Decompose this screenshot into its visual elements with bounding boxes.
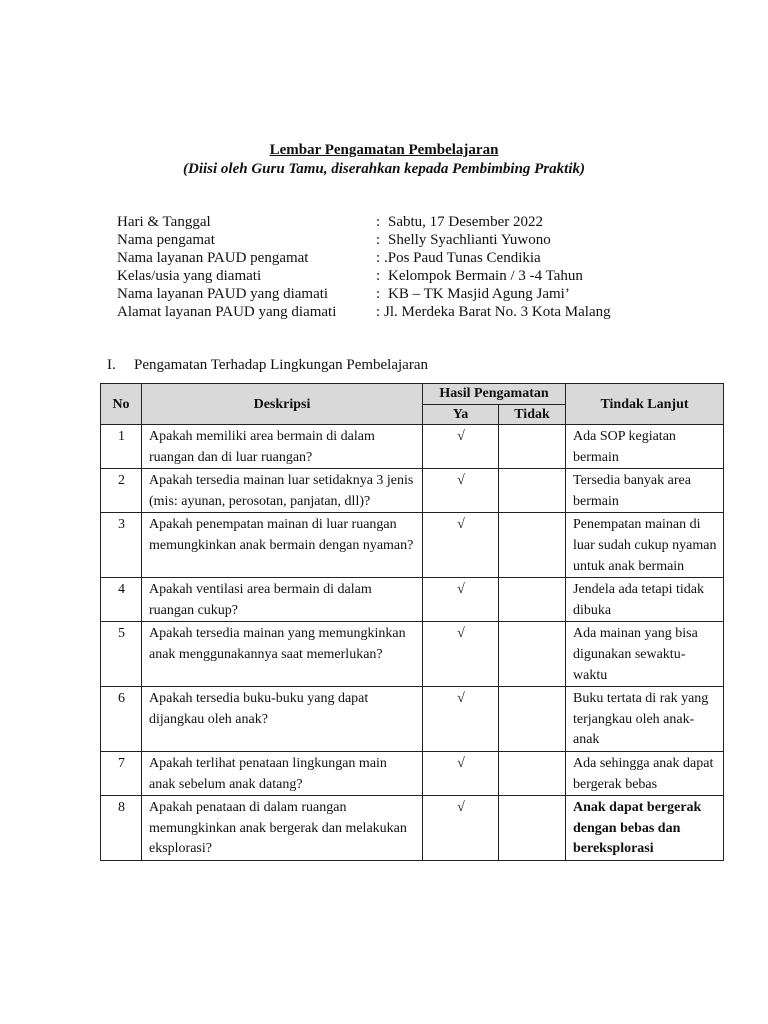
- row-number: 2: [101, 469, 142, 513]
- document-subtitle: (Diisi oleh Guru Tamu, diserahkan kepada Pembimbing Praktik): [183, 161, 585, 177]
- row-tindak-lanjut: Ada mainan yang bisa digunakan sewaktu-waktu: [566, 622, 724, 687]
- row-tindak-lanjut: Ada SOP kegiatan bermain: [566, 425, 724, 469]
- row-number: 6: [101, 687, 142, 752]
- info-label: Nama layanan PAUD yang diamati: [117, 286, 329, 302]
- check-ya: √: [423, 796, 499, 861]
- info-row-date: [117, 213, 611, 231]
- info-separator: :: [376, 304, 381, 320]
- header-no: No: [101, 384, 142, 425]
- row-tindak-lanjut: Tersedia banyak area bermain: [566, 469, 724, 513]
- observation-table: [100, 383, 724, 861]
- table-row: [101, 687, 724, 752]
- row-description: Apakah tersedia mainan yang memungkinkan anak menggunakannya saat memerlukan?: [142, 622, 423, 687]
- info-label: Kelas/usia yang diamati: [117, 268, 262, 284]
- info-label: Alamat layanan PAUD yang diamati: [117, 304, 337, 320]
- info-row-address: [117, 303, 611, 321]
- info-separator: :: [376, 268, 381, 284]
- row-tindak-lanjut: Ada sehingga anak dapat bergerak bebas: [566, 751, 724, 795]
- info-value: .Pos Paud Tunas Cendikia: [384, 250, 541, 266]
- header-ya: Ya: [423, 404, 499, 425]
- check-ya: √: [423, 578, 499, 622]
- check-tidak: [499, 469, 566, 513]
- info-row-observed-service: [117, 285, 611, 303]
- table-row: [101, 578, 724, 622]
- info-separator: :: [376, 250, 381, 266]
- table-row: [101, 425, 724, 469]
- info-value: Jl. Merdeka Barat No. 3 Kota Malang: [384, 304, 611, 320]
- info-row-observer: [117, 231, 611, 249]
- row-number: 1: [101, 425, 142, 469]
- check-tidak: [499, 687, 566, 752]
- row-description: Apakah tersedia mainan luar setidaknya 3 jenis (mis: ayunan, perosotan, panjatan, dll)?: [142, 469, 423, 513]
- table-row: [101, 622, 724, 687]
- info-row-observer-service: [117, 249, 611, 267]
- check-tidak: [499, 425, 566, 469]
- info-label: Nama pengamat: [117, 232, 215, 248]
- check-ya: √: [423, 469, 499, 513]
- row-tindak-lanjut: Penempatan mainan di luar sudah cukup nyaman untuk anak bermain: [566, 513, 724, 578]
- document-title: Lembar Pengamatan Pembelajaran: [269, 142, 499, 158]
- info-value: Shelly Syachlianti Yuwono: [388, 232, 551, 248]
- info-row-class-age: [117, 267, 611, 285]
- row-tindak-lanjut: Anak dapat bergerak dengan bebas dan bereksplorasi: [566, 796, 724, 861]
- row-description: Apakah penempatan mainan di luar ruangan memungkinkan anak bermain dengan nyaman?: [142, 513, 423, 578]
- row-number: 7: [101, 751, 142, 795]
- row-description: Apakah terlihat penataan lingkungan main anak sebelum anak datang?: [142, 751, 423, 795]
- row-description: Apakah memiliki area bermain di dalam ruangan dan di luar ruangan?: [142, 425, 423, 469]
- info-value: Sabtu, 17 Desember 2022: [388, 214, 543, 230]
- header-deskripsi: Deskripsi: [142, 384, 423, 425]
- info-separator: :: [376, 286, 381, 302]
- table-row: [101, 469, 724, 513]
- info-value: KB – TK Masjid Agung Jami’: [388, 286, 570, 302]
- row-number: 8: [101, 796, 142, 861]
- check-tidak: [499, 796, 566, 861]
- header-hasil-pengamatan: Hasil Pengamatan: [423, 384, 566, 405]
- table-row: [101, 796, 724, 861]
- row-number: 4: [101, 578, 142, 622]
- info-separator: :: [376, 232, 381, 248]
- row-description: Apakah tersedia buku-buku yang dapat dijangkau oleh anak?: [142, 687, 423, 752]
- check-ya: √: [423, 751, 499, 795]
- info-label: Nama layanan PAUD pengamat: [117, 250, 309, 266]
- check-ya: √: [423, 622, 499, 687]
- check-ya: √: [423, 513, 499, 578]
- info-block: [117, 213, 611, 321]
- section-heading: [107, 357, 428, 374]
- row-number: 3: [101, 513, 142, 578]
- check-ya: √: [423, 425, 499, 469]
- check-tidak: [499, 751, 566, 795]
- info-value: Kelompok Bermain / 3 -4 Tahun: [388, 268, 583, 284]
- section-title: Pengamatan Terhadap Lingkungan Pembelajaran: [134, 357, 428, 373]
- row-description: Apakah ventilasi area bermain di dalam ruangan cukup?: [142, 578, 423, 622]
- check-tidak: [499, 513, 566, 578]
- row-tindak-lanjut: Buku tertata di rak yang terjangkau oleh anak-anak: [566, 687, 724, 752]
- row-description: Apakah penataan di dalam ruangan memungkinkan anak bergerak dan melakukan eksplorasi?: [142, 796, 423, 861]
- info-label: Hari & Tanggal: [117, 214, 211, 230]
- header-tidak: Tidak: [499, 404, 566, 425]
- check-ya: √: [423, 687, 499, 752]
- header-tindak-lanjut: Tindak Lanjut: [566, 384, 724, 425]
- info-separator: :: [376, 214, 381, 230]
- row-tindak-lanjut: Jendela ada tetapi tidak dibuka: [566, 578, 724, 622]
- table-row: [101, 513, 724, 578]
- table-row: [101, 751, 724, 795]
- row-number: 5: [101, 622, 142, 687]
- check-tidak: [499, 622, 566, 687]
- check-tidak: [499, 578, 566, 622]
- section-number: I.: [107, 357, 116, 373]
